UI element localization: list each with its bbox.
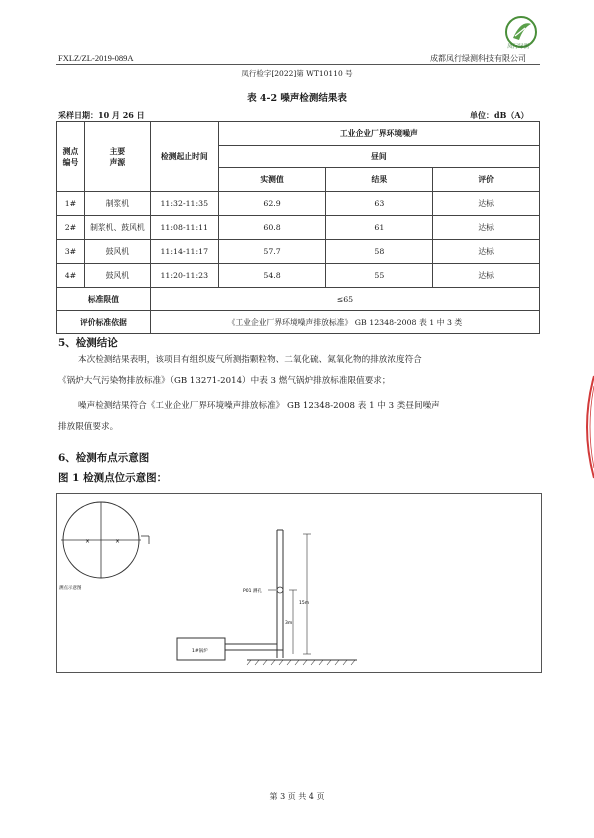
cell-source: 鼓风机	[84, 264, 150, 288]
cell-point: 2#	[57, 216, 85, 240]
conclusion-para2-line1: 噪声检测结果符合《工业企业厂界环境噪声排放标准》 GB 12348-2008 表 1 中 3 类昼间噪声	[78, 401, 440, 411]
cell-point: 1#	[57, 192, 85, 216]
conclusion-para1-line1: 本次检测结果表明，该项目有组织废气所测指颗粒物、二氧化硫、氮氧化物的排放浓度符合	[78, 355, 422, 365]
cell-result: 61	[326, 216, 433, 240]
limit-value: ≤65	[150, 288, 539, 311]
table-row	[57, 192, 540, 216]
cell-time: 11:14-11:17	[150, 240, 218, 264]
basis-value: 《工业企业厂界环境噪声排放标准》 GB 12348-2008 表 1 中 3 类	[150, 311, 539, 334]
cell-result: 63	[326, 192, 433, 216]
table-row	[57, 240, 540, 264]
report-number: 凤行检字[2022]第 WT10110 号	[241, 69, 353, 78]
cell-time: 11:32-11:35	[150, 192, 218, 216]
cell-evaluation: 达标	[433, 216, 540, 240]
table-title: 表 4-2 噪声检测结果表	[247, 93, 347, 104]
monitoring-point-diagram	[56, 493, 542, 673]
conclusion-para1-line2: 《锅炉大气污染物排放标准》（GB 13271-2014）中表 3 燃气锅炉排放标准限值要求；	[58, 376, 391, 386]
cell-evaluation: 达标	[433, 240, 540, 264]
circle-caption: 测点示意图	[59, 586, 82, 591]
cell-result: 55	[326, 264, 433, 288]
cell-source: 鼓风机	[84, 240, 150, 264]
document-code: FXLZ/ZL-2019-089A	[58, 53, 134, 63]
svg-text:×: ×	[85, 538, 91, 545]
conclusion-para2-line2: 排放限值要求。	[58, 422, 119, 432]
header-evaluation: 评价	[433, 168, 540, 192]
table-row	[57, 216, 540, 240]
cell-source: 制浆机	[84, 192, 150, 216]
sample-port-icon	[277, 587, 283, 593]
basis-label: 评价标准依据	[57, 311, 151, 334]
port-label: P01 测孔	[243, 589, 262, 594]
page-number: 第 3 页 共 4 页	[269, 792, 325, 801]
cell-source: 制浆机、鼓风机	[84, 216, 150, 240]
header-source: 主要 声源	[84, 122, 150, 192]
svg-text:×: ×	[115, 538, 121, 545]
cell-measured: 54.8	[218, 264, 326, 288]
boiler-label: 1#锅炉	[192, 649, 208, 654]
cell-point: 4#	[57, 264, 85, 288]
table-row	[57, 264, 540, 288]
height-total-label: 15m	[299, 601, 310, 606]
figure-title: 图 1 检测点位示意图：	[58, 472, 168, 484]
section5-heading: 5、检测结论	[58, 337, 118, 349]
header-point-no: 测点 编号	[57, 122, 85, 192]
cell-evaluation: 达标	[433, 264, 540, 288]
cell-point: 3#	[57, 240, 85, 264]
noise-results-table	[56, 121, 540, 334]
diagram-drawing	[57, 494, 541, 672]
cell-time: 11:20-11:23	[150, 264, 218, 288]
cell-evaluation: 达标	[433, 192, 540, 216]
cell-time: 11:08-11:11	[150, 216, 218, 240]
cell-measured: 60.8	[218, 216, 326, 240]
company-name: 成都凤行绿测科技有限公司	[430, 54, 526, 63]
limit-label: 标准限值	[57, 288, 151, 311]
sampling-date: 采样日期：10 月 26 日	[58, 110, 145, 120]
unit-label: 单位：dB（A）	[470, 110, 529, 120]
header-time: 检测起止时间	[150, 122, 218, 192]
header-category: 工业企业厂界环境噪声	[218, 122, 539, 146]
height-lower-label: 3m	[285, 621, 293, 626]
header-divider	[56, 64, 540, 65]
cell-result: 58	[326, 240, 433, 264]
cell-measured: 62.9	[218, 192, 326, 216]
header-period: 昼间	[218, 146, 539, 168]
header-result: 结果	[326, 168, 433, 192]
seal-stamp-icon	[578, 372, 594, 482]
cell-measured: 57.7	[218, 240, 326, 264]
header-measured: 实测值	[218, 168, 326, 192]
section6-heading: 6、检测布点示意图	[58, 452, 150, 464]
logo-text: 凤行绿测	[507, 44, 530, 50]
